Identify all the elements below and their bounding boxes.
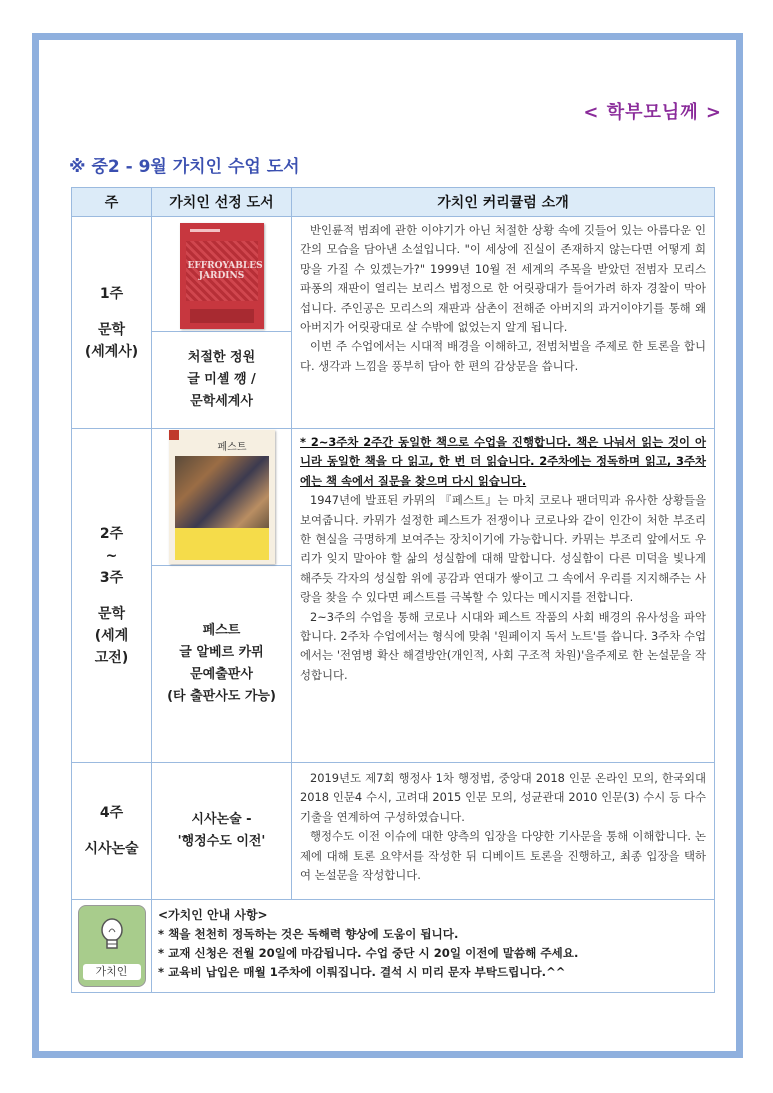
week-label: 4주 — [99, 805, 124, 821]
book-info-line: 문학세계사 — [190, 394, 253, 409]
notice-item: * 교재 신청은 전월 20일에 마감됩니다. 수업 중단 시 20일 이전에 말씀해 주세요. — [158, 946, 579, 960]
week-label: 문학 — [97, 321, 126, 338]
description-paragraph: 2019년도 제7회 행정사 1차 행정법, 중앙대 2018 인문 온라인 모의, 한국외대 2018 인문4 수시, 고려대 2015 인문 모의, 성균관대 2010 인문(3) 수시 등 다수 기출을 연계하여 구성하였습니다. — [300, 771, 706, 824]
column-header-curriculum: 가치인 커리큘럼 소개 — [292, 188, 715, 217]
week-label: 시사논술 — [84, 841, 139, 857]
table-row — [72, 217, 715, 332]
week-cell — [72, 429, 152, 763]
week-label: (세계사) — [84, 343, 139, 360]
cover-title: EFFROYABLES JARDINS — [187, 261, 263, 281]
book-info-line: 페스트 — [202, 623, 241, 638]
notice-item: * 책을 천천히 정독하는 것은 독해력 향상에 도움이 됩니다. — [158, 927, 459, 941]
week-label: ~ — [105, 547, 118, 564]
curriculum-description — [292, 429, 715, 763]
gachiin-logo — [78, 905, 146, 987]
table-row — [72, 429, 715, 566]
curriculum-table — [71, 187, 715, 993]
notice-row — [72, 900, 715, 993]
page-frame — [32, 33, 743, 1058]
greeting: < 학부모님께 > — [583, 102, 722, 123]
week-label: 문학 — [97, 605, 126, 622]
week-label — [72, 589, 151, 603]
description-paragraph: 반인륜적 범죄에 관한 이야기가 아닌 처절한 상황 속에 깃들어 있는 아름다운 인간의 모습을 담아낸 소설입니다. "이 세상에 진실이 존재하지 않는다면 어떻게 희망을 가질 수 있겠는가?" 1999년 10월 전 세계의 주목을 받았던 전범자 모리스 파퐁의 재판이 열리는 보리스 법정으로 한 어릿광대가 들어가려 하자 경찰이 막아섭니다. 주인공은 모리스의 재판과 삼촌이 전해준 아버지의 과거이야기를 통해 왜 아버지가 어릿광대로 살 수밖에 없었는지 알게 됩니다. — [300, 223, 706, 335]
column-header-book: 가치인 선정 도서 — [152, 188, 292, 217]
book-info-cell — [152, 566, 292, 763]
logo-text: 가치인 — [83, 964, 141, 980]
book-info-line: 시사논술 - — [191, 812, 252, 827]
document-title: ※ 중2 - 9월 가치인 수업 도서 — [69, 157, 300, 177]
description-paragraph: 2~3주의 수업을 통해 코로나 시대와 페스트 작품의 사회 배경의 유사성을 파악합니다. 2주차 수업에서는 형식에 맞춰 '원페이지 독서 노트'를 씁니다. 3주차 수업에서는 '전염병 확산 해결방안(개인적, 사회 구조적 차원)'을주제로 한 논설문을 작성합니다. — [300, 609, 706, 682]
notice-item: * 교육비 납입은 매월 1주차에 이뤄집니다. 결석 시 미리 문자 부탁드립니다.^^ — [158, 965, 566, 979]
book-cover-cell — [152, 429, 292, 566]
table-row — [72, 763, 715, 900]
column-header-week: 주 — [72, 188, 152, 217]
description-paragraph: 행정수도 이전 이슈에 대한 양측의 입장을 다양한 기사문을 통해 이해합니다. 논제에 대해 토론 요약서를 작성한 뒤 디베이트 토론을 진행하고, 최종 입장을 택하여 논설문을 작성합니다. — [300, 829, 706, 883]
week-label: (세계 — [94, 627, 129, 644]
notice-logo-cell — [72, 900, 152, 993]
week-cell — [72, 217, 152, 429]
book-cover-cell — [152, 217, 292, 332]
week-label — [72, 824, 151, 838]
cover-title: 페스트 — [217, 442, 247, 453]
book-info-cell — [152, 763, 292, 900]
book-info-cell — [152, 332, 292, 429]
book-info-line: 문예출판사 — [190, 667, 253, 682]
week-cell — [72, 763, 152, 900]
week-label: 고전) — [94, 649, 129, 666]
week-label — [72, 305, 151, 319]
book-info-line: (타 출판사도 가능) — [167, 689, 276, 704]
book-cover-image — [169, 430, 275, 564]
book-cover-image — [180, 223, 264, 329]
week-label: 1주 — [99, 285, 124, 302]
book-info-line: 글 알베르 카뮈 — [179, 645, 264, 660]
description-paragraph: 1947년에 발표된 카뮈의 『페스트』는 마치 코로나 팬더믹과 유사한 상황들을 보여줍니다. 카뮈가 설정한 페스트가 전쟁이나 코로나와 같이 인간이 처한 부조리한 현실을 극명하게 보여주는 장치이기에 가능합니다. 카뮈는 부조리 앞에서도 우리가 잊지 말아야 할 삶의 성실함에 대해 말합니다. 성실함이 다른 미덕을 빛나게 해주듯 각자의 성실함 위에 공감과 연대가 쌓이고 그 속에서 우리를 지지해주는 사랑을 찾을 수 있다면 페스트를 극복할 수 있다는 메시지를 전합니다. — [300, 493, 706, 605]
curriculum-description — [292, 763, 715, 900]
book-info-line: 처절한 정원 — [187, 350, 256, 365]
week-label: 2주 — [99, 525, 124, 542]
description-paragraph: 이번 주 수업에서는 시대적 배경을 이해하고, 전범처벌을 주제로 한 토론을 합니다. 생각과 느낌을 풍부히 담아 한 편의 감상문을 씁니다. — [300, 339, 706, 373]
description-lead: * 2~3주차 2주간 동일한 책으로 수업을 진행합니다. 책은 나눠서 읽는 것이 아니라 동일한 책을 다 읽고, 한 번 더 읽습니다. 2주차에는 정독하며 읽고, 3주차에는 책 속에서 질문을 찾으며 다시 읽습니다. — [300, 435, 706, 488]
book-info-line: 글 미셸 깽 / — [187, 372, 256, 387]
lightbulb-icon — [97, 916, 127, 956]
notice-content — [152, 900, 715, 993]
book-info-line: '행정수도 이전' — [177, 834, 266, 849]
curriculum-description — [292, 217, 715, 429]
notice-title: <가치인 안내 사항> — [158, 908, 268, 922]
table-header-row — [72, 188, 715, 217]
week-label: 3주 — [99, 569, 124, 586]
